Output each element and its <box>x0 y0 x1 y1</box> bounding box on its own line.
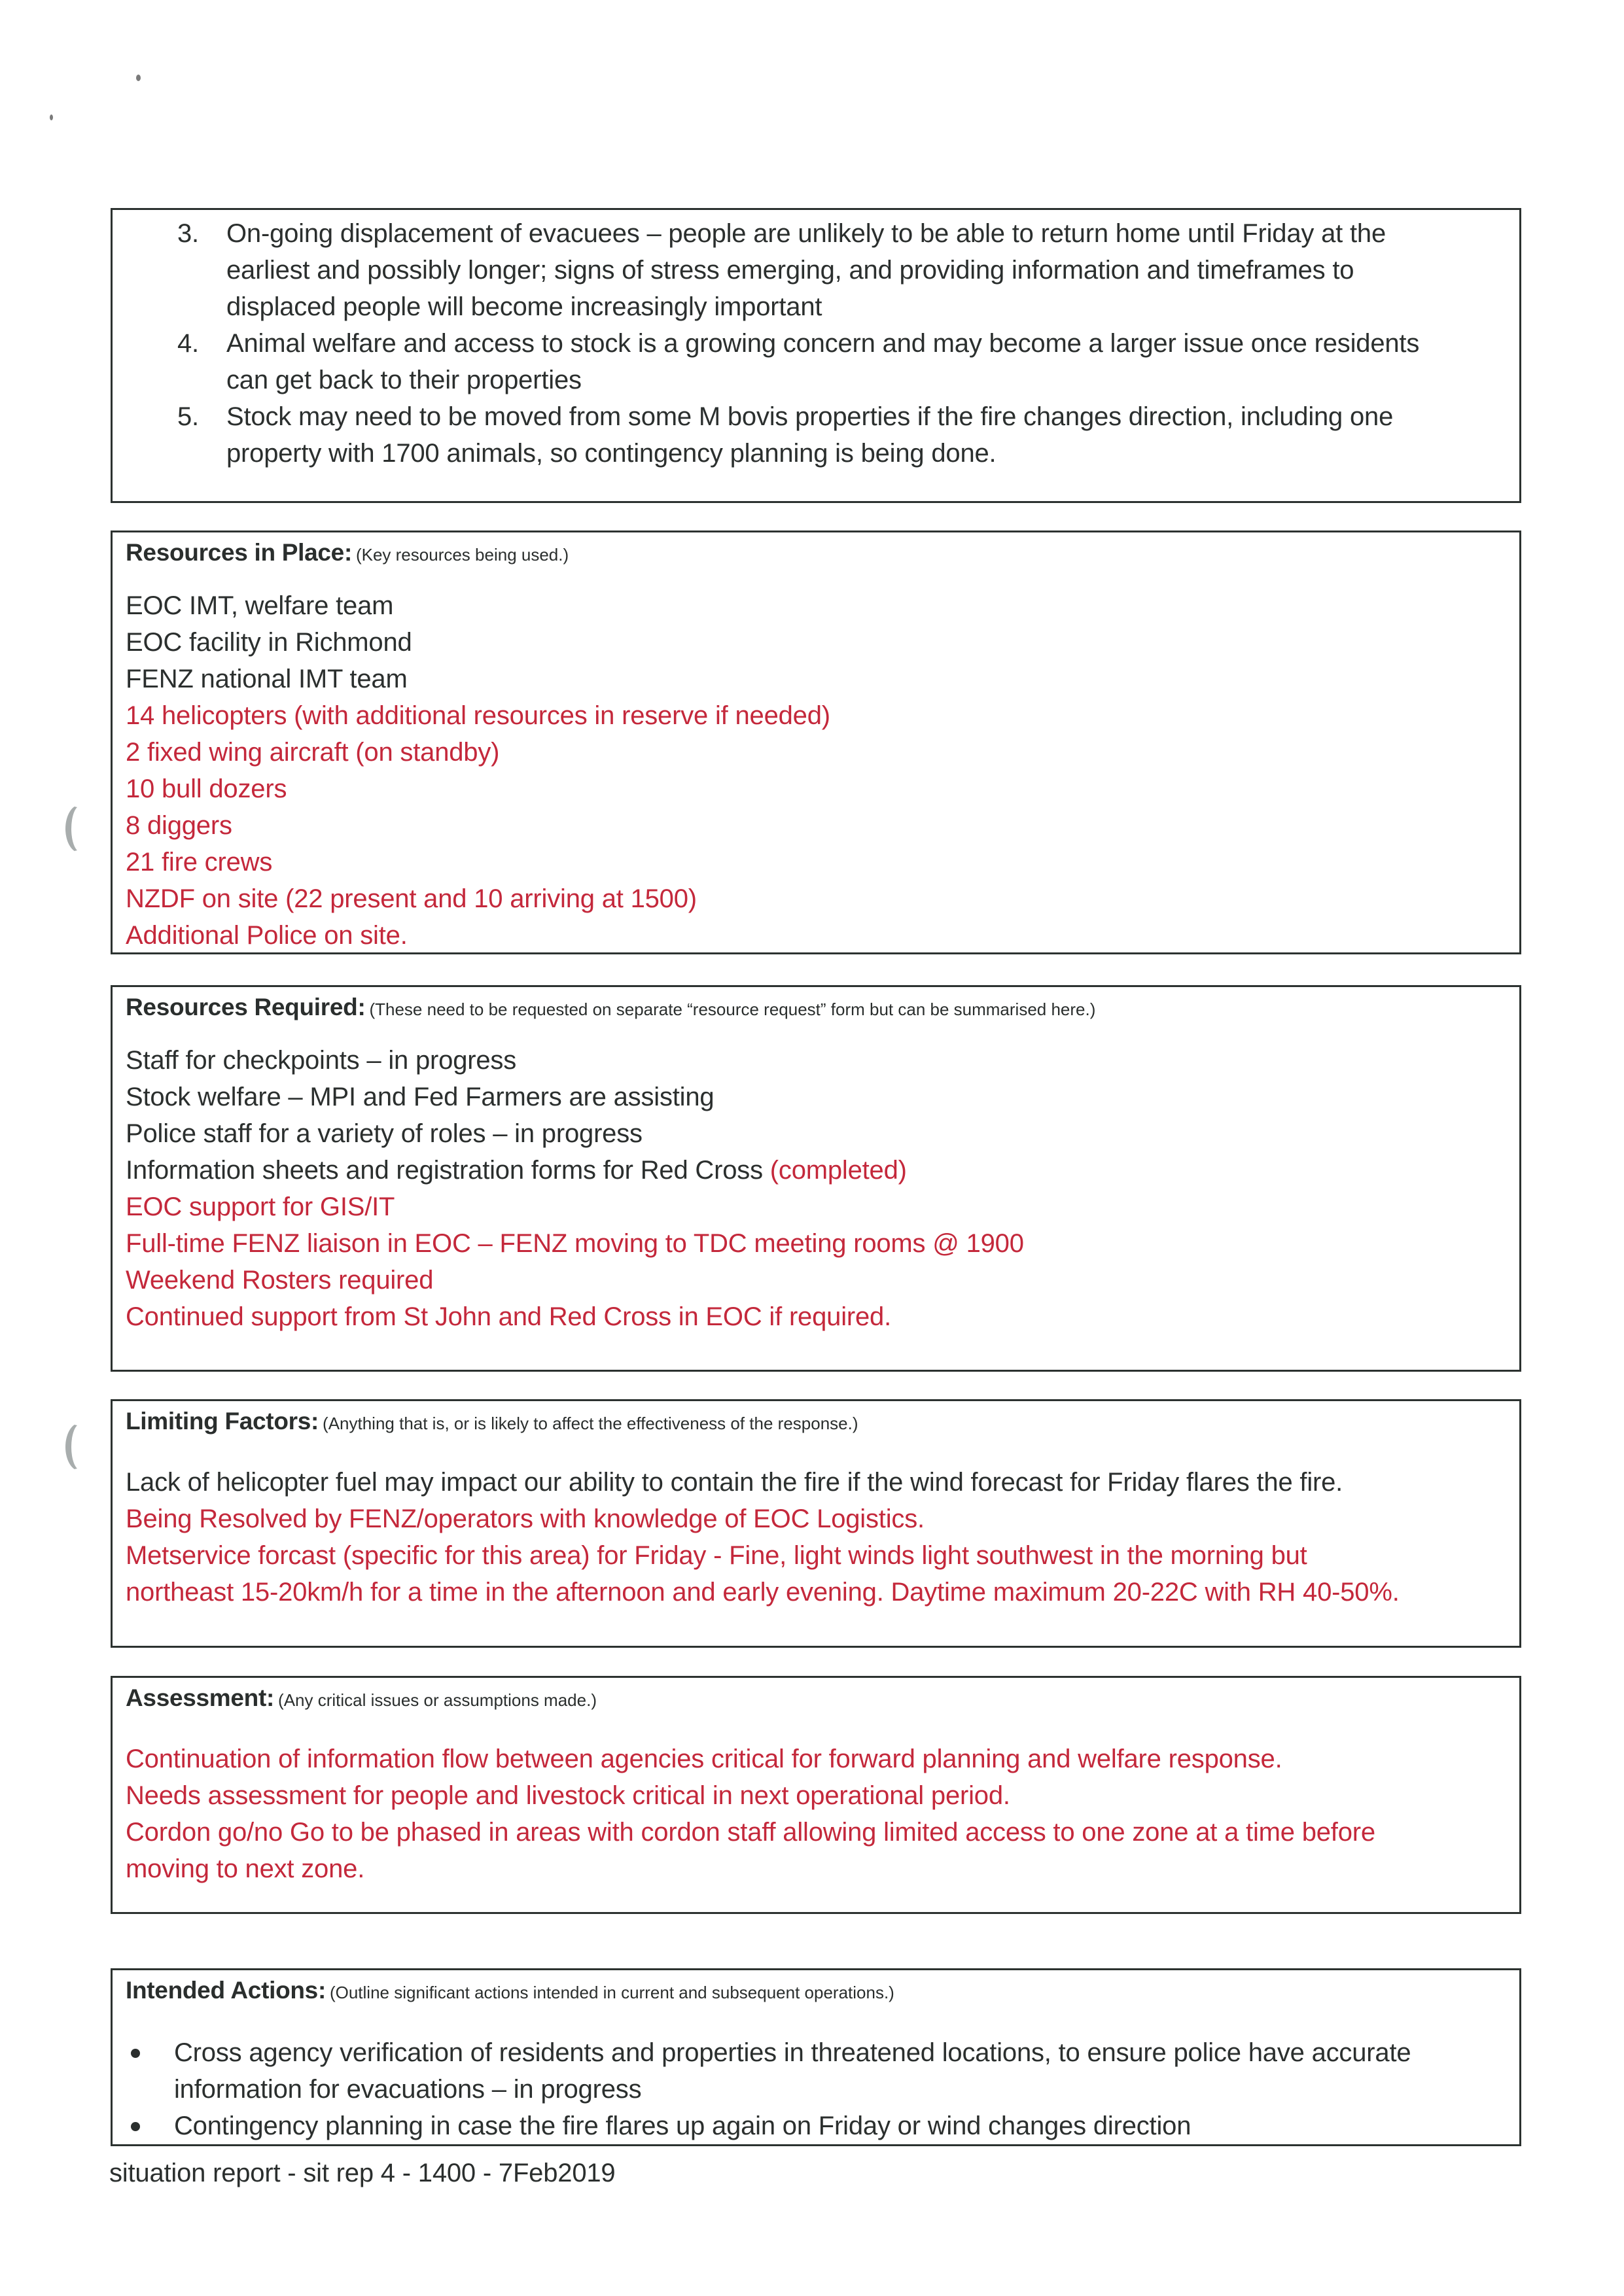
list-item-line: can get back to their properties <box>226 366 582 394</box>
resource-line: 21 fire crews <box>126 848 273 877</box>
list-item-line: earliest and possibly longer; signs of stress emerging, and providing information and timeframes to <box>226 256 1354 285</box>
section-subtitle: (Anything that is, or is likely to affect the effectiveness of the response.) <box>323 1414 858 1433</box>
resource-line: NZDF on site (22 present and 10 arriving at 1500) <box>126 884 697 913</box>
scan-speck <box>136 75 141 81</box>
limiting-line: Being Resolved by FENZ/operators with knowledge of EOC Logistics. <box>126 1505 925 1533</box>
list-item-line: information for evacuations – in progress <box>174 2075 642 2104</box>
section-header <box>126 994 1095 1021</box>
scan-speck <box>50 114 53 120</box>
resource-line: 2 fixed wing aircraft (on standby) <box>126 738 500 767</box>
section-header <box>126 1977 894 2004</box>
list-number: 5. <box>177 402 199 431</box>
resource-line: 10 bull dozers <box>126 774 287 803</box>
section-subtitle: (Key resources being used.) <box>355 545 569 565</box>
resource-line: 8 diggers <box>126 811 232 840</box>
limiting-line: Metservice forcast (specific for this area) for Friday - Fine, light winds light southwest in the morning but <box>126 1541 1307 1570</box>
required-line: Staff for checkpoints – in progress <box>126 1046 517 1075</box>
list-item <box>113 325 1519 398</box>
required-line: Stock welfare – MPI and Fed Farmers are assisting <box>126 1083 715 1111</box>
section-subtitle: (Any critical issues or assumptions made.) <box>278 1690 597 1710</box>
list-number: 4. <box>177 329 199 358</box>
list-number: 3. <box>177 219 199 248</box>
list-item <box>126 2034 1506 2108</box>
list-item-line: displaced people will become increasingly important <box>226 292 822 321</box>
resource-line: Additional Police on site. <box>126 921 408 950</box>
intended-actions-section <box>111 1968 1521 2146</box>
list-item <box>126 2108 1506 2144</box>
page-footer: situation report - sit rep 4 - 1400 - 7Feb2019 <box>109 2159 616 2187</box>
required-line: Full-time FENZ liaison in EOC – FENZ moving to TDC meeting rooms @ 1900 <box>126 1229 1024 1258</box>
required-line <box>126 1152 1506 1189</box>
resource-line: EOC facility in Richmond <box>126 628 412 657</box>
resources-in-place-section <box>111 531 1521 954</box>
section-header <box>126 1684 597 1712</box>
section-title: Resources in Place: <box>126 539 352 566</box>
intended-actions-list <box>126 2034 1506 2144</box>
list-item-line: Stock may need to be moved from some M bovis properties if the fire changes direction, including one <box>226 402 1394 431</box>
section-body <box>126 1464 1506 1610</box>
punch-hole-mark <box>65 805 95 853</box>
punch-hole-mark <box>65 1423 95 1471</box>
list-item-line: On-going displacement of evacuees – people are unlikely to be able to return home until Friday at the <box>226 219 1386 248</box>
section-body <box>126 1741 1506 1887</box>
limiting-factors-section <box>111 1399 1521 1648</box>
list-item-line: Contingency planning in case the fire flares up again on Friday or wind changes direction <box>174 2112 1192 2140</box>
required-line: Continued support from St John and Red Cross in EOC if required. <box>126 1302 892 1331</box>
bullet-icon <box>131 2122 140 2131</box>
list-item-line: Animal welfare and access to stock is a growing concern and may become a larger issue once residents <box>226 329 1420 358</box>
section-subtitle: (These need to be requested on separate “resource request” form but can be summarised here.) <box>369 1000 1096 1019</box>
list-item <box>113 398 1519 472</box>
limiting-line: northeast 15-20km/h for a time in the afternoon and early evening. Daytime maximum 20-22C with RH 40-50%. <box>126 1578 1400 1607</box>
assessment-section <box>111 1676 1521 1914</box>
assessment-line: Needs assessment for people and livestock critical in next operational period. <box>126 1781 1010 1810</box>
assessment-line: moving to next zone. <box>126 1854 365 1883</box>
section-title: Assessment: <box>126 1684 275 1711</box>
required-line: Police staff for a variety of roles – in progress <box>126 1119 643 1148</box>
list-item-line: Cross agency verification of residents and properties in threatened locations, to ensure police have accurate <box>174 2038 1411 2067</box>
resource-line: EOC IMT, welfare team <box>126 591 394 620</box>
required-line-text: Information sheets and registration forms for Red Cross <box>126 1156 770 1185</box>
resource-line: FENZ national IMT team <box>126 665 408 693</box>
assessment-line: Cordon go/no Go to be phased in areas with cordon staff allowing limited access to one zone at a time before <box>126 1818 1375 1847</box>
list-item-line: property with 1700 animals, so contingency planning is being done. <box>226 439 997 468</box>
required-line: Weekend Rosters required <box>126 1266 434 1295</box>
bullet-icon <box>131 2049 140 2058</box>
section-body <box>126 1042 1506 1335</box>
status-completed: (completed) <box>769 1156 907 1185</box>
section-title: Intended Actions: <box>126 1977 326 2004</box>
section-subtitle: (Outline significant actions intended in current and subsequent operations.) <box>329 1983 894 2002</box>
section-title: Resources Required: <box>126 994 366 1020</box>
assessment-line: Continuation of information flow between agencies critical for forward planning and welfare response. <box>126 1745 1282 1773</box>
section-header <box>126 1408 858 1435</box>
section-header <box>126 539 569 566</box>
section-title: Limiting Factors: <box>126 1408 319 1435</box>
resources-required-section <box>111 985 1521 1372</box>
section-body <box>126 587 1506 954</box>
limiting-line: Lack of helicopter fuel may impact our ability to contain the fire if the wind forecast for Friday flares the fire. <box>126 1468 1343 1497</box>
issues-continued-section <box>111 208 1521 503</box>
required-line: EOC support for GIS/IT <box>126 1192 395 1221</box>
resource-line: 14 helicopters (with additional resources in reserve if needed) <box>126 701 830 730</box>
list-item <box>113 215 1519 325</box>
issues-numbered-list <box>113 215 1519 472</box>
